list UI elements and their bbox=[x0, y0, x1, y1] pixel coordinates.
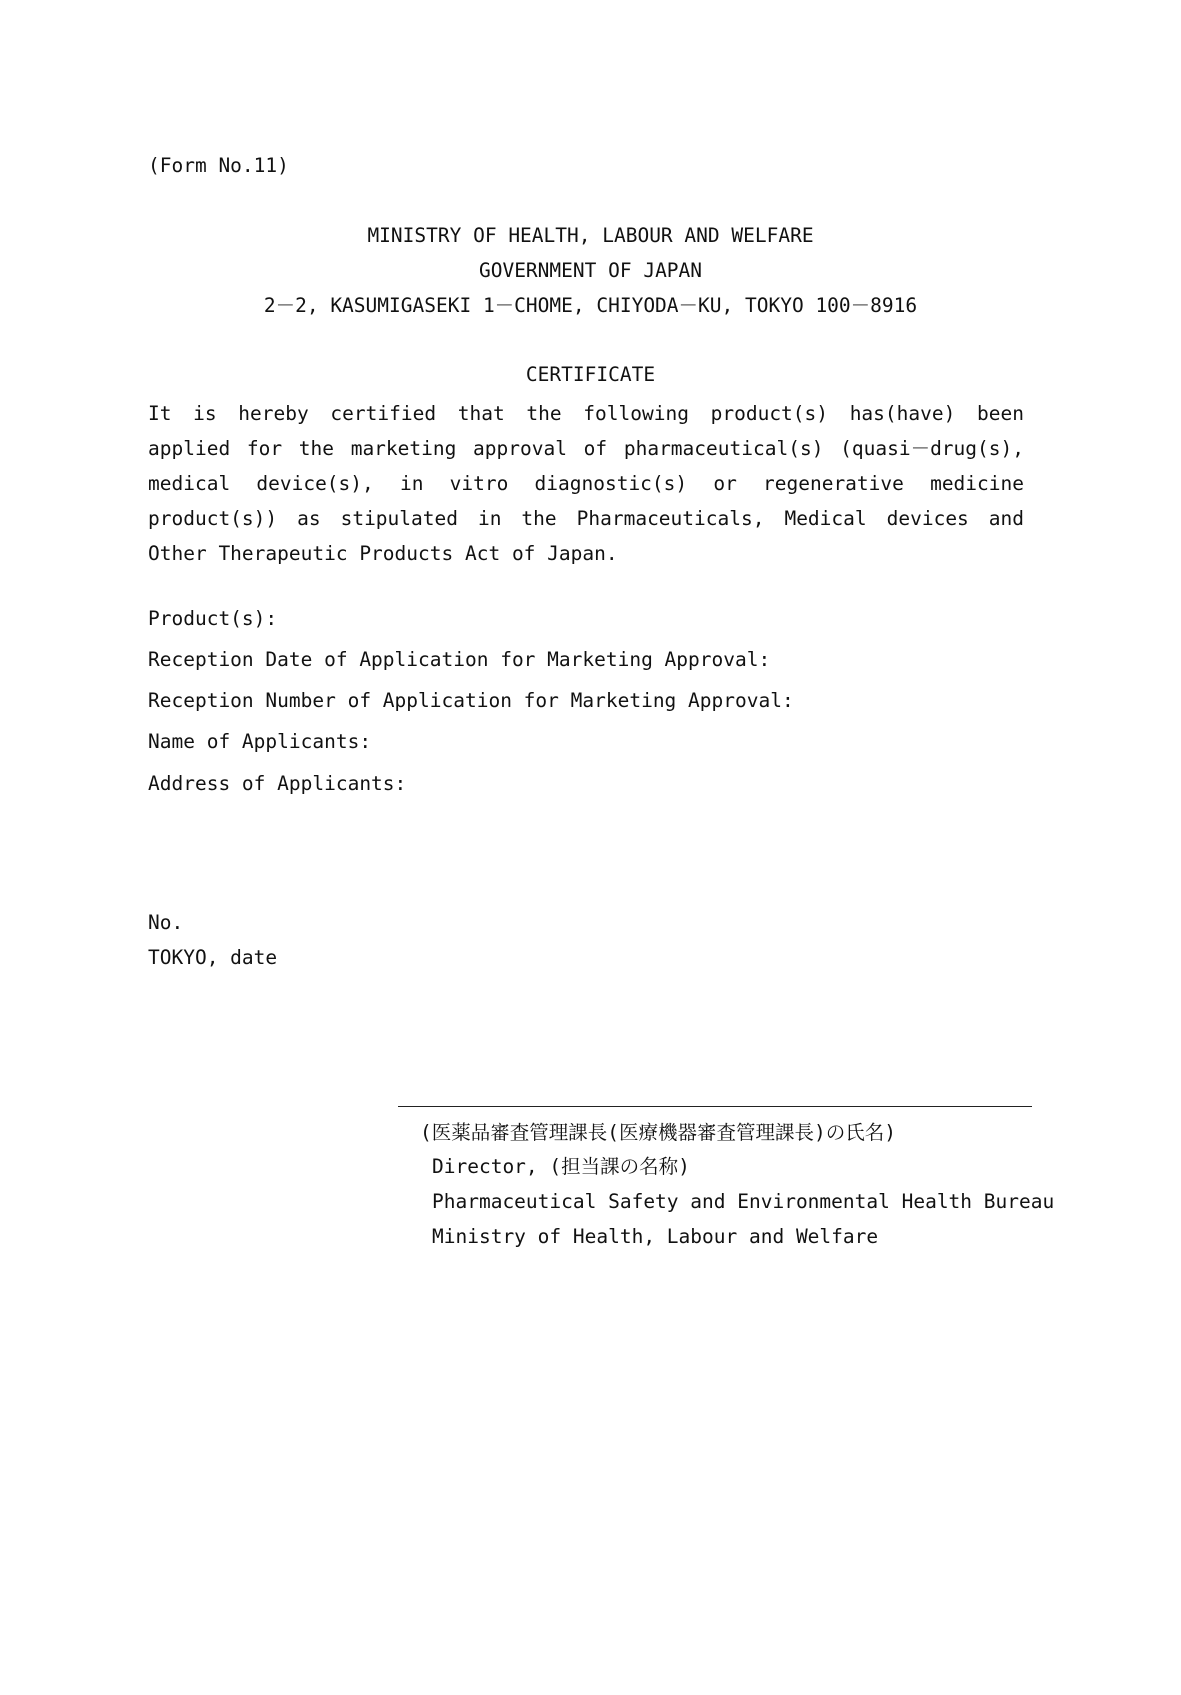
form-number: (Form No.11) bbox=[148, 154, 289, 177]
signature-line bbox=[398, 1106, 1032, 1107]
director-title: Director, (担当課の名称) bbox=[432, 1155, 690, 1178]
ministry-name: MINISTRY OF HEALTH, LABOUR AND WELFARE bbox=[367, 224, 814, 247]
place-date-label: TOKYO, date bbox=[148, 946, 278, 969]
director-name: (医薬品審査管理課長(医療機器審査管理課長)の氏名) bbox=[420, 1121, 896, 1144]
reception-date-label: Reception Date of Application for Marketing Approval: bbox=[148, 648, 771, 671]
applicant-name-label: Name of Applicants: bbox=[148, 730, 372, 753]
ministry-signature-name: Ministry of Health, Labour and Welfare bbox=[432, 1225, 879, 1248]
ministry-address: 2－2, KASUMIGASEKI 1－CHOME, CHIYODA－KU, TOKYO 100－8916 bbox=[263, 294, 918, 317]
bureau-name: Pharmaceutical Safety and Environmental Health Bureau bbox=[432, 1190, 1055, 1213]
applicant-address-label: Address of Applicants: bbox=[148, 772, 407, 795]
government-name: GOVERNMENT OF JAPAN bbox=[478, 259, 703, 282]
certificate-title: CERTIFICATE bbox=[525, 363, 656, 386]
certificate-number-label: No. bbox=[148, 911, 184, 934]
products-label: Product(s): bbox=[148, 607, 278, 630]
certificate-body: It is hereby certified that the following product(s) has(have) been applied for the marketing approval of pharmaceutical(s) (quasi－drug(s), medical device(s), in vitro diagnostic(s) or regenerative medicine product(s)) as stipulated in the Pharmaceuticals, Medical devices and Other Therapeutic Products Act of Japan. bbox=[148, 402, 1024, 565]
reception-number-label: Reception Number of Application for Marketing Approval: bbox=[148, 689, 794, 712]
